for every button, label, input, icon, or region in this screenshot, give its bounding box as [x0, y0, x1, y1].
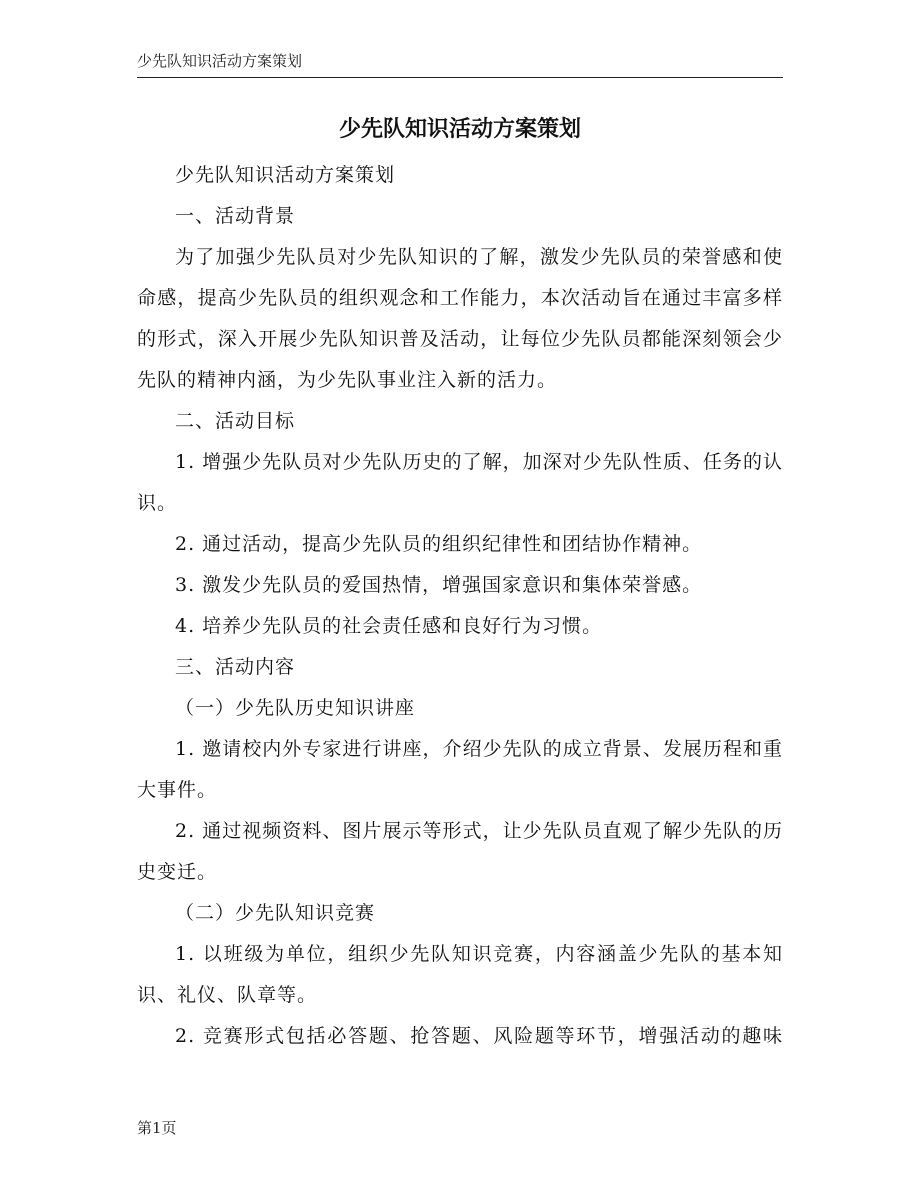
document-title: 少先队知识活动方案策划: [338, 117, 581, 142]
paragraph: 少先队知识活动方案策划: [175, 164, 396, 186]
section-heading: 一、活动背景: [175, 205, 296, 227]
header-divider: [137, 77, 783, 78]
list-item: 2. 通过视频资料、图片展示等形式，让少先队员直观了解少先队的历史变迁。: [137, 820, 783, 883]
subsection-heading: （一）少先队历史知识讲座: [175, 697, 416, 719]
paragraph: 为了加强少先队员对少先队知识的了解，激发少先队员的荣誉感和使命感，提高少先队员的组织观念和工作能力，本次活动旨在通过丰富多样的形式，深入开展少先队知识普及活动，让每位少先队员都能深刻领会少先队的精神内涵，为少先队事业注入新的活力。: [137, 246, 783, 391]
section-heading: 三、活动内容: [175, 656, 296, 678]
page-number: 第1页: [137, 1119, 177, 1137]
document-body: [137, 155, 783, 1057]
subsection-heading: （二）少先队知识竞赛: [175, 902, 376, 924]
list-item: 2. 竞赛形式包括必答题、抢答题、风险题等环节，增强活动的趣味: [175, 1025, 783, 1047]
list-item: 1. 邀请校内外专家进行讲座，介绍少先队的成立背景、发展历程和重大事件。: [137, 738, 783, 801]
running-header: 少先队知识活动方案策划: [137, 52, 303, 70]
section-heading: 二、活动目标: [175, 410, 296, 432]
list-item: 1. 增强少先队员对少先队历史的了解，加深对少先队性质、任务的认识。: [137, 451, 783, 514]
list-item: 4. 培养少先队员的社会责任感和良好行为习惯。: [175, 615, 603, 637]
list-item: 1. 以班级为单位，组织少先队知识竞赛，内容涵盖少先队的基本知识、礼仪、队章等。: [137, 943, 783, 1006]
list-item: 2. 通过活动，提高少先队员的组织纪律性和团结协作精神。: [175, 533, 703, 555]
list-item: 3. 激发少先队员的爱国热情，增强国家意识和集体荣誉感。: [175, 574, 703, 596]
